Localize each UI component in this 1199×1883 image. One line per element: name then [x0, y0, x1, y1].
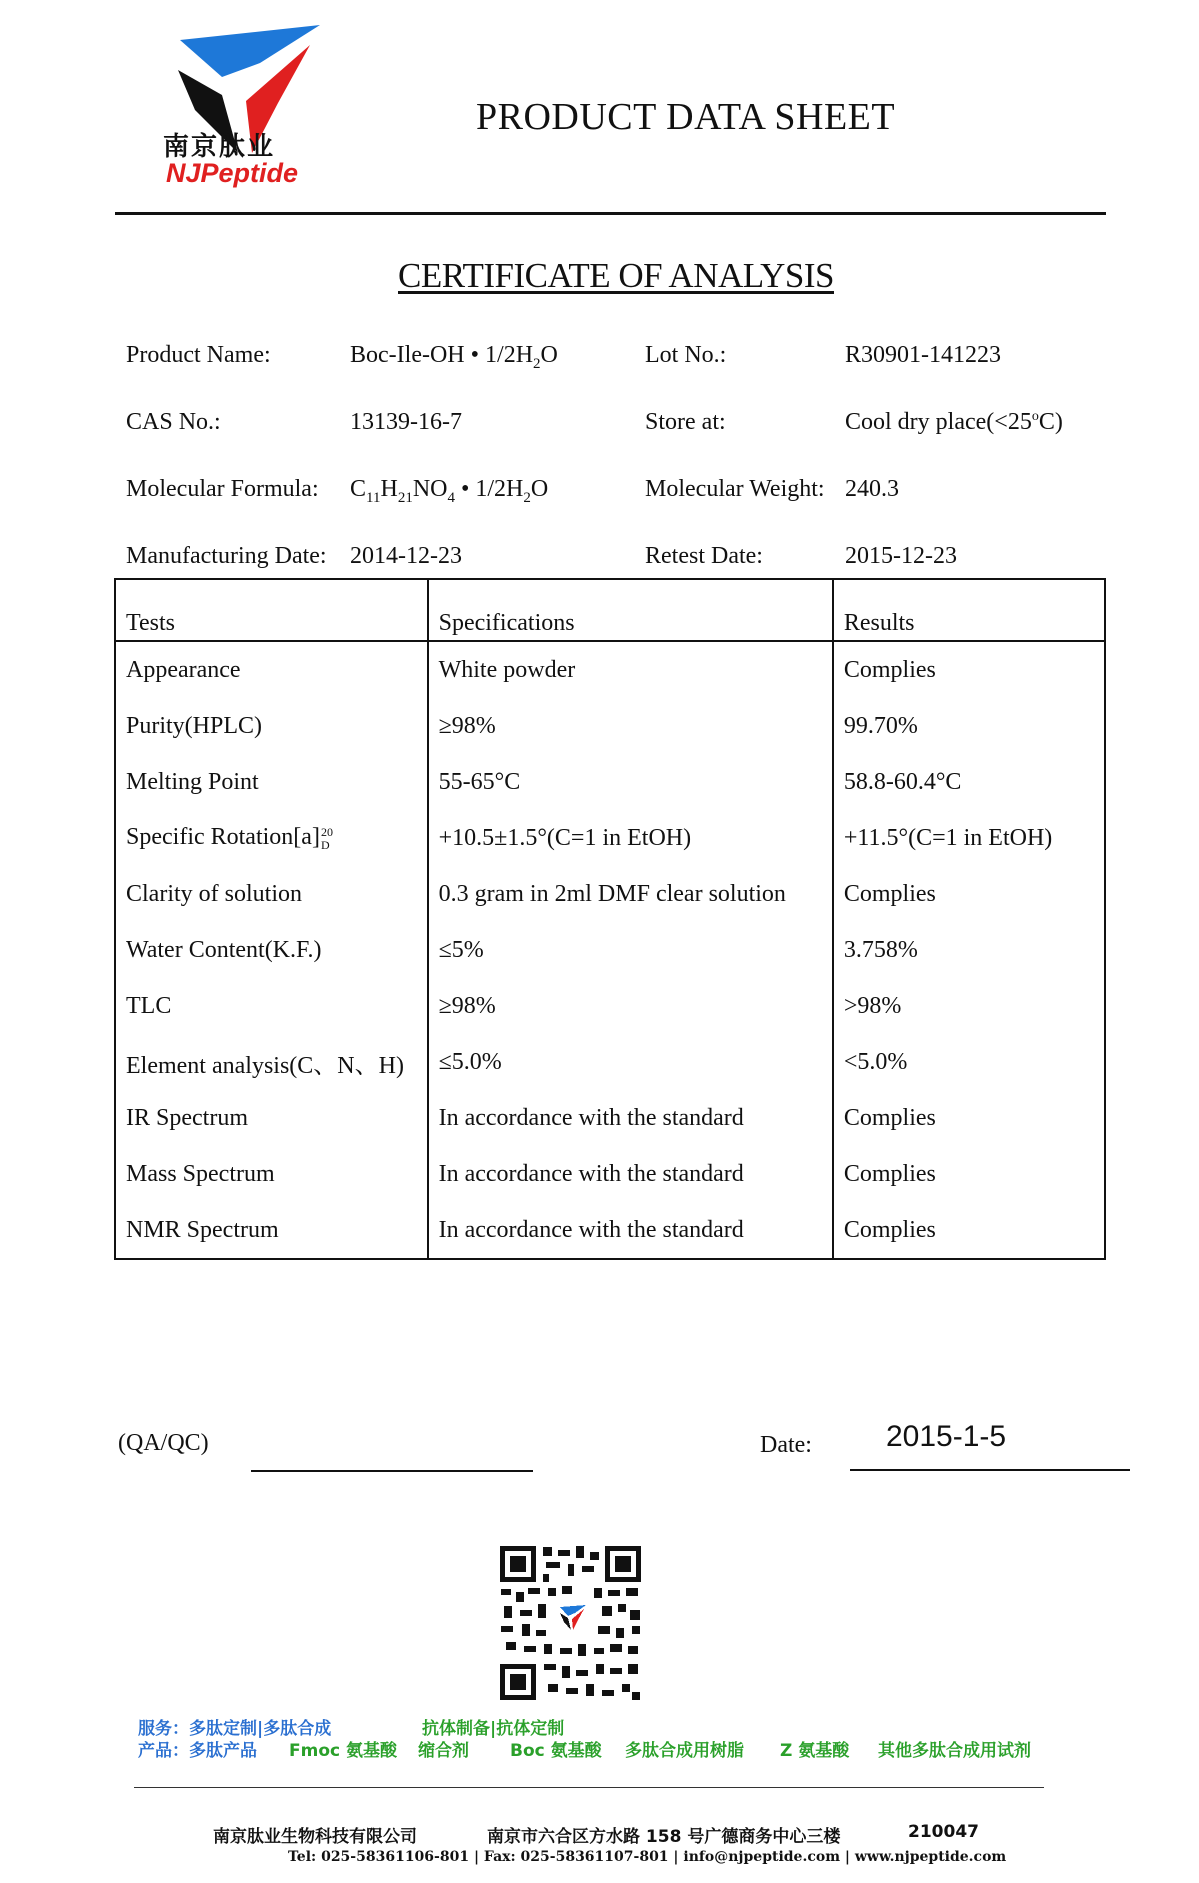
table-row: [115, 866, 1105, 922]
products-item: 产品：多肽产品: [138, 1741, 257, 1761]
table-row: [115, 1034, 1105, 1090]
spec-cell: In accordance with the standard: [428, 1090, 833, 1146]
footer-postcode: 210047: [908, 1822, 979, 1842]
test-cell: NMR Spectrum: [115, 1202, 428, 1259]
spec-cell: ≤5.0%: [428, 1034, 833, 1090]
retest-date-value: 2015-12-23: [845, 543, 957, 569]
page-title: PRODUCT DATA SHEET: [476, 96, 896, 138]
result-cell: 99.70%: [833, 698, 1105, 754]
result-cell: >98%: [833, 978, 1105, 1034]
analysis-table: [114, 578, 1106, 1260]
logo-chinese-name: 南京肽业: [163, 132, 276, 162]
footer-company-name: 南京肽业生物科技有限公司: [213, 1827, 417, 1847]
test-cell: Appearance: [115, 641, 428, 698]
header-results: Results: [833, 579, 1105, 641]
table-row: [115, 978, 1105, 1034]
qa-qc-signature-line: [251, 1470, 533, 1472]
product-name-label: Product Name:: [126, 342, 271, 368]
products-item: Boc 氨基酸: [510, 1741, 602, 1761]
table-header-row: [115, 579, 1105, 641]
products-item: Fmoc 氨基酸: [289, 1741, 398, 1761]
molecular-formula-label: Molecular Formula:: [126, 476, 319, 502]
store-at-label: Store at:: [645, 409, 726, 435]
result-cell: 58.8-60.4°C: [833, 754, 1105, 810]
table-row: [115, 1202, 1105, 1259]
test-cell: Melting Point: [115, 754, 428, 810]
result-cell: <5.0%: [833, 1034, 1105, 1090]
result-cell: Complies: [833, 1202, 1105, 1259]
products-item: Z 氨基酸: [780, 1741, 850, 1761]
result-cell: Complies: [833, 641, 1105, 698]
qa-qc-label: (QA/QC): [118, 1430, 209, 1456]
table-row: [115, 698, 1105, 754]
store-at-value: Cool dry $place(<25^oC)$: [845, 409, 1063, 435]
table-row: [115, 641, 1105, 698]
spec-cell: 55-65°C: [428, 754, 833, 810]
spec-cell: In accordance with the standard: [428, 1146, 833, 1202]
result-cell: Complies: [833, 866, 1105, 922]
logo-english-name: NJPeptide: [166, 158, 299, 188]
manufacturing-date-value: 2014-12-23: [350, 543, 462, 569]
test-cell: IR Spectrum: [115, 1090, 428, 1146]
test-cell: Clarity of solution: [115, 866, 428, 922]
test-cell: Specific Rotation[a] 20 D: [115, 810, 428, 866]
header-specifications: Specifications: [428, 579, 833, 641]
result-cell: 3.758%: [833, 922, 1105, 978]
test-cell: Water Content(K.F.): [115, 922, 428, 978]
molecular-formula-value: $C_{11}H_{21}NO_4$ • $1/2H_2O$: [350, 476, 549, 506]
header-divider: [115, 212, 1106, 215]
test-cell: Purity(HPLC): [115, 698, 428, 754]
spec-cell: ≤5%: [428, 922, 833, 978]
cas-no-label: CAS No.:: [126, 409, 221, 435]
cas-no-value: 13139-16-7: [350, 409, 462, 435]
molecular-weight-value: 240.3: [845, 476, 899, 502]
spec-cell: ≥98%: [428, 698, 833, 754]
retest-date-label: Retest Date:: [645, 543, 763, 569]
product-name-value: Boc-Ile-OH • $1/2H_2O$: [350, 342, 558, 372]
certificate-title: CERTIFICATE OF ANALYSIS: [398, 256, 834, 295]
table-row: [115, 922, 1105, 978]
spec-cell: In accordance with the standard: [428, 1202, 833, 1259]
table-row: [115, 810, 1105, 866]
result-cell: Complies: [833, 1090, 1105, 1146]
qr-code: [498, 1544, 643, 1702]
spec-cell: 0.3 gram in 2ml DMF clear solution: [428, 866, 833, 922]
test-cell: TLC: [115, 978, 428, 1034]
footer-divider: [134, 1787, 1044, 1788]
molecular-weight-label: Molecular Weight:: [645, 476, 825, 502]
date-signature-line: [850, 1469, 1130, 1471]
products-item: 缩合剂: [418, 1741, 469, 1761]
test-cell: Mass Spectrum: [115, 1146, 428, 1202]
products-item: 其他多肽合成用试剂: [878, 1741, 1031, 1761]
lot-no-label: Lot No.:: [645, 342, 727, 368]
services-item: 服务：多肽定制|多肽合成: [138, 1719, 332, 1739]
services-item: 抗体制备|抗体定制: [422, 1719, 565, 1739]
spec-cell: +10.5±1.5°(C=1 in EtOH): [428, 810, 833, 866]
result-cell: +11.5°(C=1 in EtOH): [833, 810, 1105, 866]
products-item: 多肽合成用树脂: [625, 1741, 744, 1761]
table-row: [115, 1090, 1105, 1146]
header-tests: Tests: [115, 579, 428, 641]
manufacturing-date-label: Manufacturing Date:: [126, 543, 327, 569]
spec-cell: White powder: [428, 641, 833, 698]
test-cell: Element analysis(C、N、H): [115, 1034, 428, 1090]
lot-no-value: R30901-141223: [845, 342, 1001, 368]
result-cell: Complies: [833, 1146, 1105, 1202]
date-label: Date:: [760, 1432, 812, 1458]
table-row: [115, 754, 1105, 810]
spec-cell: ≥98%: [428, 978, 833, 1034]
table-row: [115, 1146, 1105, 1202]
footer-contact: Tel: 025-58361106-801 | Fax: 025-58361107-801 | info@njpeptide.com | www.njpeptide.com: [288, 1849, 1007, 1865]
footer-address: 南京市六合区方水路 158 号广德商务中心三楼: [487, 1827, 841, 1847]
date-value: 2015-1-5: [886, 1420, 1007, 1453]
